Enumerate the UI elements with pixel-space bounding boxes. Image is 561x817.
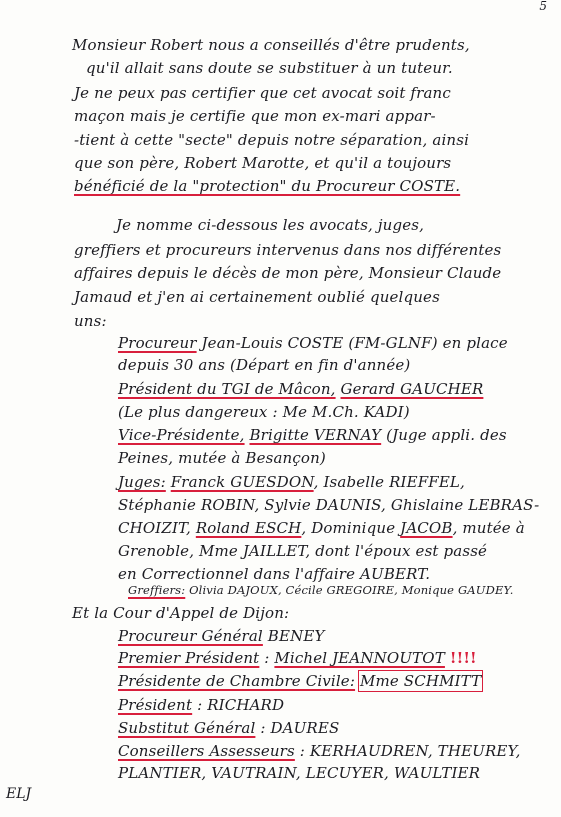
paragraph-1-line: -tient à cette "secte" depuis notre séparation, ainsi	[74, 131, 470, 149]
paragraph-1-line: Monsieur Robert nous a conseillés d'être prudents,	[72, 36, 470, 54]
vice-presidente-name: Brigitte VERNAY	[249, 426, 382, 444]
paragraph-1-line: qu'il allait sans doute se substituer à un tuteur.	[86, 59, 453, 77]
procureur-continuation: depuis 30 ans (Départ en fin d'année)	[118, 356, 411, 374]
paragraph-2-line: uns:	[74, 312, 107, 330]
conseillers-title: Conseillers Assesseurs	[118, 742, 295, 760]
premier-president-line: Premier Président : Michel JEANNOUTOT !!!!	[118, 649, 477, 667]
substitut-general-line	[118, 718, 339, 738]
procureur-general-name: BENEY	[267, 627, 325, 645]
paragraph-2-line: Jamaud et j'en ai certainement oublié quelques	[74, 288, 440, 306]
premier-president-title: Premier Président	[118, 649, 260, 667]
president-title: Président	[118, 696, 193, 714]
paragraph-1-line: maçon mais je certifie que mon ex-mari appar-	[74, 107, 436, 125]
conseillers-names: : KERHAUDREN, THEUREY,	[299, 742, 521, 760]
procureur-line	[118, 333, 508, 353]
procureur-name: Jean-Louis COSTE	[201, 334, 344, 352]
juges-line	[118, 472, 465, 492]
paragraph-2-line: affaires depuis le décès de mon père, Monsieur Claude	[74, 264, 502, 282]
exclamation-marks: !!!!	[449, 649, 477, 667]
presidente-chambre-line	[118, 671, 481, 691]
juges-rest: , Isabelle RIEFFEL,	[313, 473, 465, 491]
juge-name: Roland ESCH	[195, 519, 302, 537]
juges-text: CHOIZIT,	[118, 519, 191, 537]
paragraph-2-line: greffiers et procureurs intervenus dans nos différentes	[74, 241, 502, 259]
president-line	[118, 695, 284, 715]
paragraph-2-line: Je nomme ci-dessous les avocats, juges,	[116, 216, 425, 234]
juges-line: en Correctionnel dans l'affaire AUBERT.	[118, 565, 431, 583]
juges-text: , mutée à	[452, 519, 525, 537]
juges-title: Juges:	[118, 473, 166, 491]
president-name: : RICHARD	[197, 696, 285, 714]
conseillers-line	[118, 741, 521, 761]
vice-presidente-continuation: Peines, mutée à Besançon)	[118, 449, 326, 467]
vice-presidente-rest: (Juge appli. des	[386, 426, 507, 444]
procureur-general-line	[118, 626, 325, 646]
cour-intro: Et la Cour d'Appel de Dijon:	[72, 604, 290, 622]
greffiers-title: Greffiers:	[128, 583, 186, 597]
juges-line	[118, 518, 525, 538]
greffiers-names: Olivia DAJOUX, Cécile GREGOIRE, Monique GAUDEY.	[189, 583, 514, 597]
procureur-general-title: Procureur Général	[118, 627, 263, 645]
substitut-general-title: Substitut Général	[118, 719, 256, 737]
initials: ELJ	[6, 786, 32, 802]
juge-name: Franck GUESDON	[170, 473, 314, 491]
procureur-rest: (FM-GLNF) en place	[348, 334, 508, 352]
substitut-general-name: : DAURES	[260, 719, 340, 737]
paragraph-1-line: bénéficié de la "protection" du Procureur COSTE.	[74, 177, 461, 195]
president-line	[118, 379, 483, 399]
paragraph-1-line: Je ne peux pas certifier que cet avocat soit franc	[74, 84, 451, 102]
president-name: Gerard GAUCHER	[340, 380, 484, 398]
juge-name: JACOB	[400, 519, 453, 537]
greffiers-line	[128, 580, 514, 600]
procureur-title: Procureur	[118, 334, 197, 352]
presidente-chambre-name: Mme SCHMITT	[359, 672, 482, 690]
conseillers-continuation: PLANTIER, VAUTRAIN, LECUYER, WAULTIER	[118, 764, 481, 782]
premier-president-name: Michel JEANNOUTOT	[274, 649, 445, 667]
juges-line: Stéphanie ROBIN, Sylvie DAUNIS, Ghislaine LEBRAS-	[118, 496, 540, 514]
vice-presidente-line	[118, 425, 507, 445]
juges-line: Grenoble, Mme JAILLET, dont l'époux est passé	[118, 542, 488, 560]
president-title: Président du TGI de Mâcon,	[118, 380, 336, 398]
page-number: 5	[539, 0, 547, 13]
presidente-chambre-title: Présidente de Chambre Civile:	[118, 672, 356, 690]
juges-text: , Dominique	[301, 519, 396, 537]
paragraph-1-line: que son père, Robert Marotte, et qu'il a toujours	[74, 154, 452, 172]
vice-presidente-title: Vice-Présidente,	[118, 426, 245, 444]
president-note: (Le plus dangereux : Me M.Ch. KADI)	[118, 403, 410, 421]
